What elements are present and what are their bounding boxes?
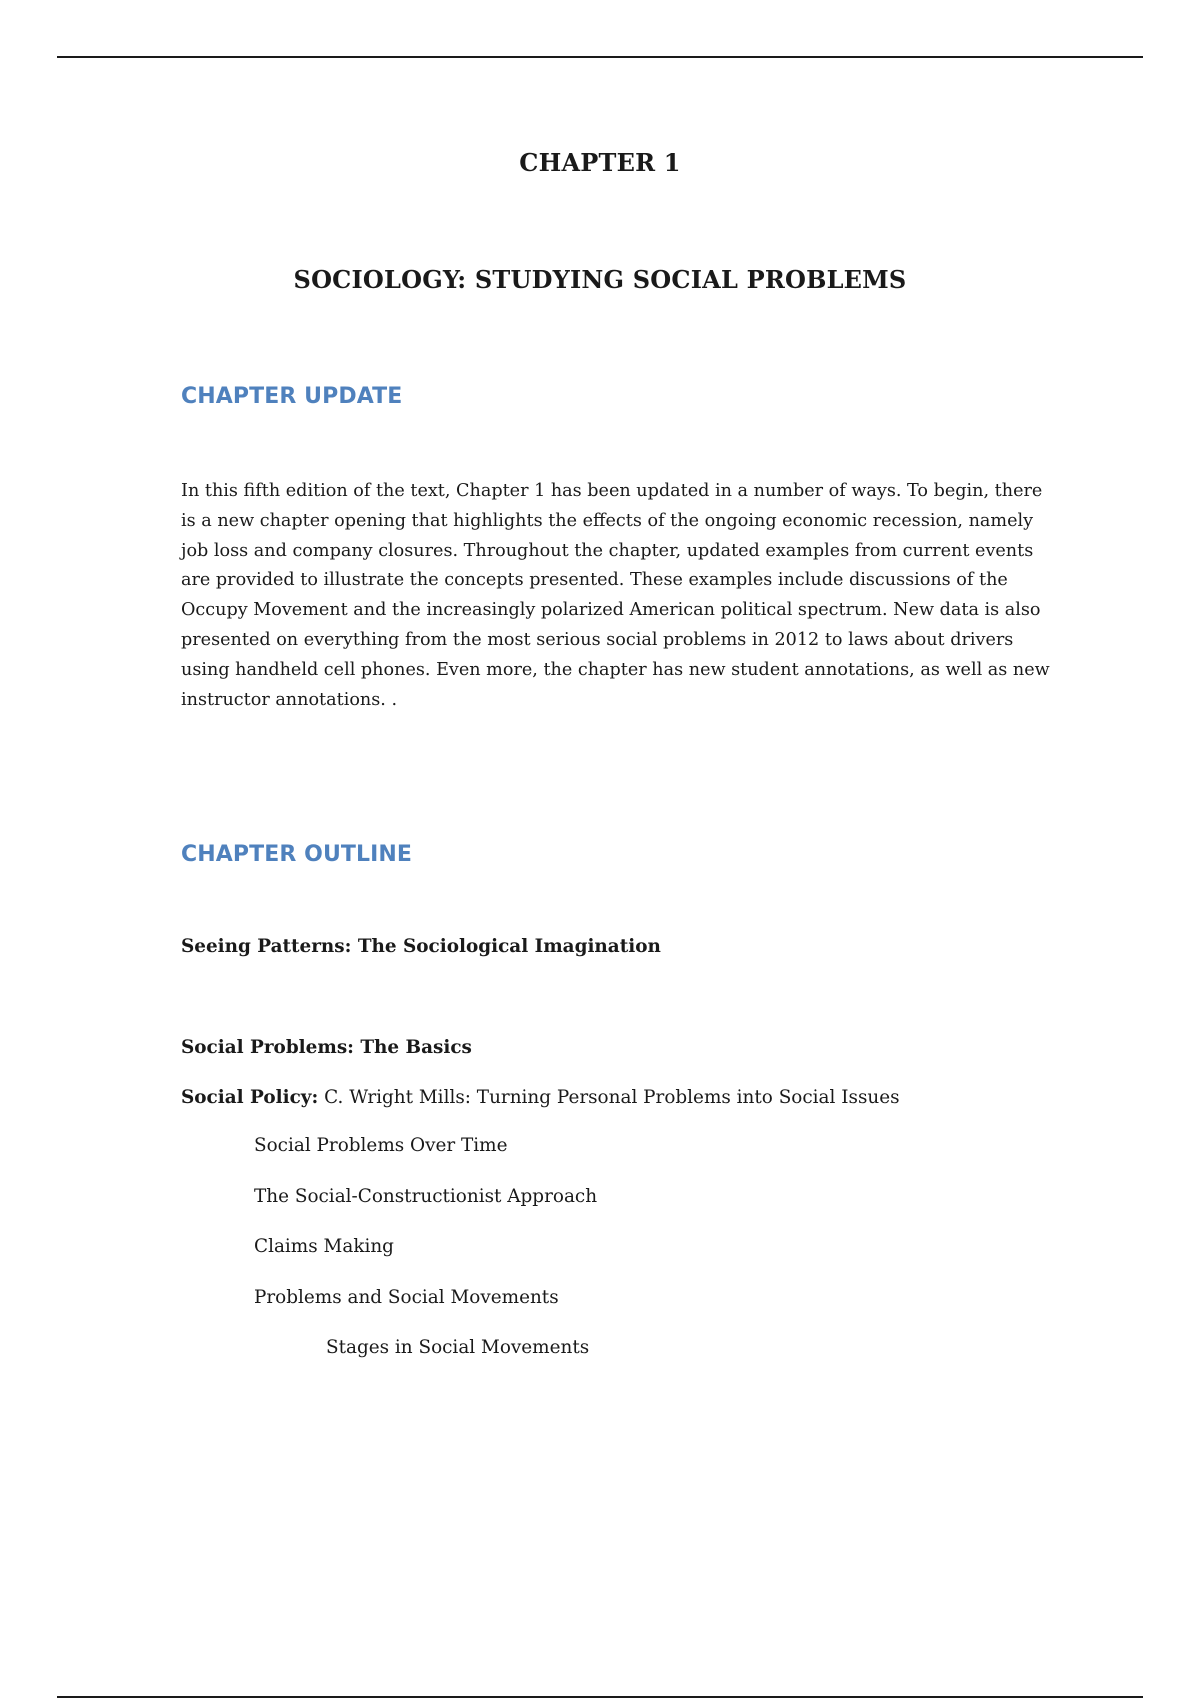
outline-subitem-social-constructionist: The Social-Constructionist Approach bbox=[254, 1186, 598, 1207]
outline-subsubitem-stages: Stages in Social Movements bbox=[326, 1337, 590, 1358]
chapter-title: SOCIOLOGY: STUDYING SOCIAL PROBLEMS bbox=[293, 265, 907, 294]
outline-item-social-policy-label: Social Policy: bbox=[181, 1087, 319, 1108]
outline-subitem-social-movements: Problems and Social Movements bbox=[254, 1287, 559, 1308]
chapter-number: CHAPTER 1 bbox=[519, 148, 681, 177]
outline-item-social-policy bbox=[181, 1087, 900, 1108]
chapter-update-heading: CHAPTER UPDATE bbox=[181, 384, 403, 409]
chapter-outline-heading: CHAPTER OUTLINE bbox=[181, 842, 413, 867]
outline-item-sociological-imagination: Seeing Patterns: The Sociological Imagination bbox=[181, 936, 661, 957]
outline-subitem-over-time: Social Problems Over Time bbox=[254, 1135, 508, 1156]
outline-item-social-problems-basics: Social Problems: The Basics bbox=[181, 1037, 472, 1058]
outline-subitem-claims-making: Claims Making bbox=[254, 1236, 394, 1257]
chapter-update-paragraph: In this fifth edition of the text, Chapter 1 has been updated in a number of ways. To begin, there is a new chapter opening that highlights the effects of the ongoing economic recession, namely job loss and company closures. Throughout the chapter, updated examples from current events are provided to illustrate the concepts presented. These examples include discussions of the Occupy Movement and the increasingly polarized American political spectrum. New data is also presented on everything from the most serious social problems in 2012 to laws about drivers using handheld cell phones. Even more, the chapter has new student annotations, as well as new instructor annotations. . bbox=[181, 481, 1050, 710]
outline-item-social-policy-text: C. Wright Mills: Turning Personal Problems into Social Issues bbox=[318, 1087, 900, 1108]
bottom-rule bbox=[57, 1696, 1143, 1698]
top-rule bbox=[57, 56, 1143, 58]
